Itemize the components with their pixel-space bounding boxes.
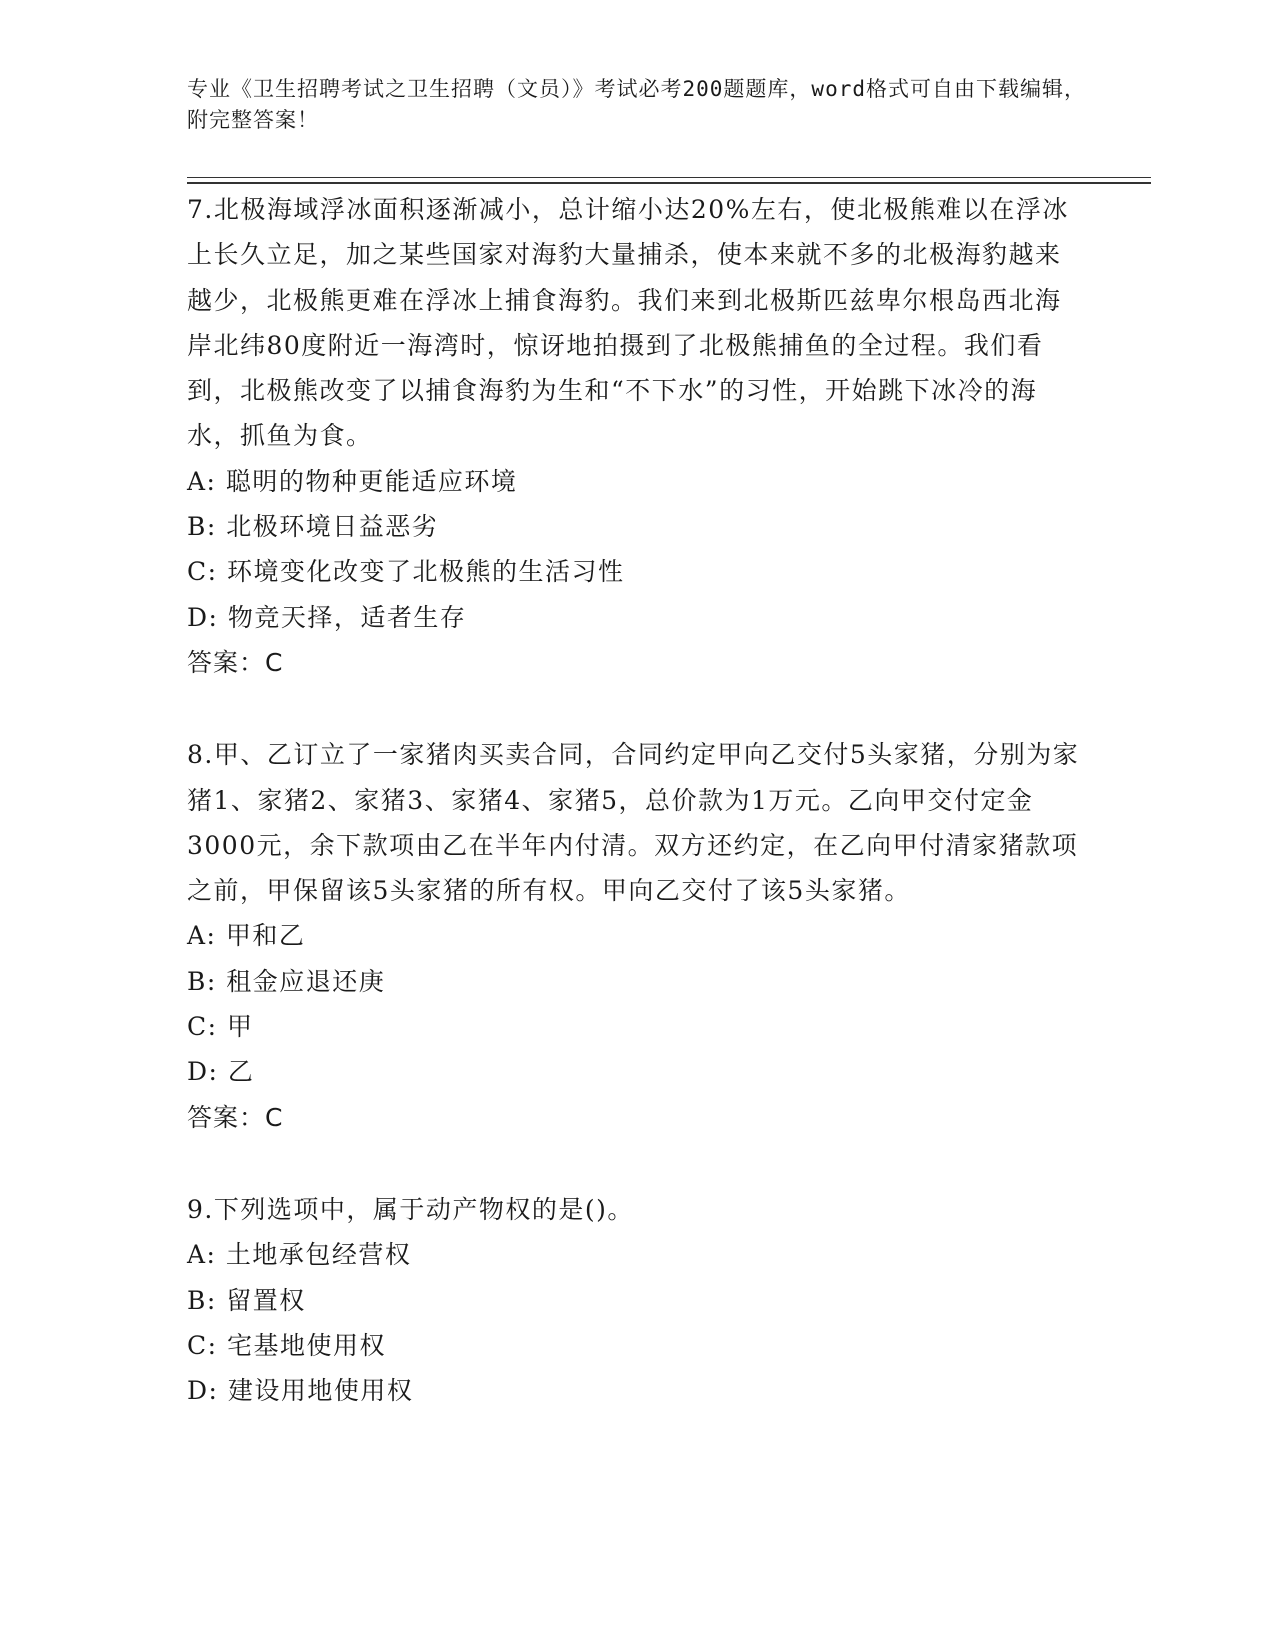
option-c: C: 甲 [187,1012,254,1042]
option-a: A: 聪明的物种更能适应环境 [187,466,518,496]
header-rule-thick [187,182,1151,184]
answer-line: 答案：C [187,1102,284,1132]
document-header: 专业《卫生招聘考试之卫生招聘（文员）》考试必考200题题库，word格式可自由下载编辑，附完整答案！ [187,77,1086,132]
question-stem: 9.下列选项中，属于动产物权的是()。 [187,1194,634,1224]
option-a: A: 甲和乙 [187,921,306,951]
question-7 [187,187,1087,685]
option-d: D: 建设用地使用权 [187,1376,414,1406]
question-gap [187,685,1087,732]
option-b: B: 北极环境日益恶劣 [187,512,439,542]
option-a: A: 土地承包经营权 [187,1240,412,1270]
option-b: B: 租金应退还庚 [187,966,386,996]
question-stem: 8.甲、乙订立了一家猪肉买卖合同，合同约定甲向乙交付5头家猪，分别为家猪1、家猪2、家猪3、家猪4、家猪5，总价款为1万元。乙向甲交付定金3000元，余下款项由乙在半年内付清。双方还约定，在乙向甲付清家猪款项之前，甲保留该5头家猪的所有权。甲向乙交付了该5头家猪。 [187,740,1080,906]
option-d: D: 物竞天择，适者生存 [187,602,467,632]
question-9 [187,1187,1087,1413]
option-b: B: 留置权 [187,1285,306,1315]
question-8 [187,732,1087,1140]
header-rule-thin [187,177,1151,178]
document-body [187,187,1087,1413]
question-gap [187,1140,1087,1187]
question-stem: 7.北极海域浮冰面积逐渐减小，总计缩小达20%左右，使北极熊难以在浮冰上长久立足，加之某些国家对海豹大量捕杀，使本来就不多的北极海豹越来越少，北极熊更难在浮冰上捕食海豹。我们来到北极斯匹兹卑尔根岛西北海岸北纬80度附近一海湾时，惊讶地拍摄到了北极熊捕鱼的全过程。我们看到，北极熊改变了以捕食海豹为生和“不下水”的习性，开始跳下冰冷的海水，抓鱼为食。 [187,195,1069,451]
option-d: D: 乙 [187,1057,255,1087]
answer-line: 答案：C [187,647,284,677]
option-c: C: 环境变化改变了北极熊的生活习性 [187,557,625,587]
option-c: C: 宅基地使用权 [187,1330,386,1360]
